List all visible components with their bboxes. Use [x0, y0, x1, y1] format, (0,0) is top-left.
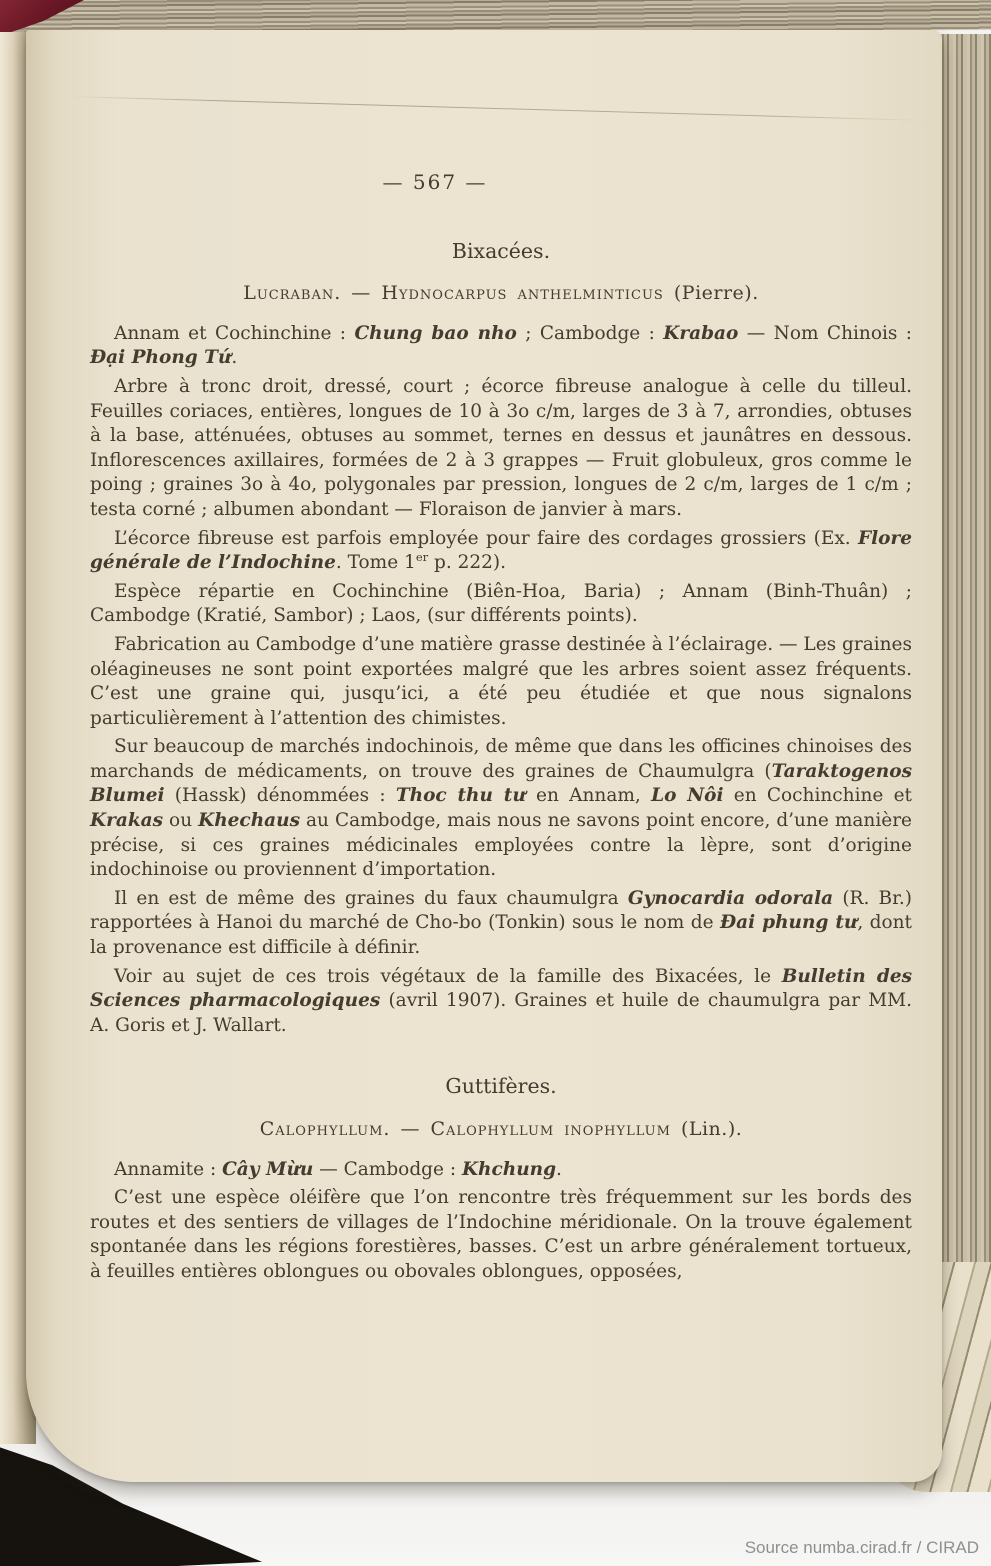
crease-line: [68, 96, 924, 121]
paragraph-calophyllum-description: C’est une espèce oléifère que l’on rencontre très fréquemment sur les bords des routes et des sentiers de villages de l’Indochine méridionale. On la trouve également spontanée dans les régions forestières, basses. C’est un arbre généralement tortueux, à feuilles entières oblongues ou obovales oblongues, opposées,: [90, 1187, 912, 1282]
book-right-page-edges: [939, 34, 991, 1434]
paragraph-vernacular-names: Annam et Cochinchine : Chung bao nho ; Cambodge : Krabao — Nom Chinois : Đại Phong Tứ.: [90, 322, 912, 369]
paragraph-marches-indochinois: Sur beaucoup de marchés indochinois, de même que dans les officines chinoises des marchands de médicaments, on trouve des graines de Chaumulgra (Taraktogenos Blumei (Hassk) dénommées : Thoc thu tư en Annam, Lo Nôi en Cochinchine et Krakas ou Khechaus au Cambodge, mais nous ne savons point encore, d’une manière précise, si ces graines médicinales employées contre la lèpre, sont d’origine indochinoise ou proviennent d’importation.: [90, 736, 912, 881]
species-heading-lucraban: Lucraban. — Hydnocarpus anthelminticus (Pierre).: [243, 282, 759, 305]
paragraph-repartition: Espèce répartie en Cochinchine (Biên-Hoa, Baria) ; Annam (Binh-Thuân) ; Cambodge (Kratié, Sambor) ; Laos, (sur différents points).: [90, 580, 912, 627]
species-heading-calophyllum: Calophyllum. — Calophyllum inophyllum (Lin.).: [259, 1118, 743, 1140]
paragraph-usage-ecorce: L’écorce fibreuse est parfois employée pour faire des cordages grossiers (Ex. Flore générale de l’Indochine. Tome 1er p. 222).: [90, 527, 912, 574]
watermark-caption: Source numba.cirad.fr / CIRAD: [744, 1538, 979, 1557]
paragraph-reference: Voir au sujet de ces trois végétaux de la famille des Bixacées, le Bulletin des Sciences pharmacologiques (avril 1907). Graines et huile de chaumulgra par MM. A. Goris et J. Wallart.: [90, 965, 913, 1036]
paragraph-faux-chaumulgra: Il en est de même des graines du faux chaumulgra Gynocardia odorala (R. Br.) rapportées à Hanoi du marché de Cho-bo (Tonkin) sous le nom de Đai phung tư, dont la provenance est difficile à définir.: [90, 887, 913, 959]
page-number: — 567 —: [382, 170, 488, 194]
paragraph-calophyllum-names: Annamite : Cây Mừu — Cambodge : Khchung.: [114, 1158, 562, 1180]
text-column: [90, 170, 912, 1289]
family-heading-bixacees: Bixacées.: [451, 238, 551, 263]
paragraph-fabrication: Fabrication au Cambodge d’une matière grasse destinée à l’éclairage. — Les graines oléagineuses ne sont point exportées malgré que les arbres soient assez fréquents. C’est une graine qui, jusqu’ici, a été peu étudiée et que nous signalons particulièrement à l’attention des chimistes.: [90, 633, 913, 729]
family-heading-guttiferes: Guttifères.: [445, 1074, 557, 1099]
paragraph-description: Arbre à tronc droit, dressé, court ; écorce fibreuse analogue à celle du tilleul. Feuilles coriaces, entières, longues de 10 à 3o c/m, larges de 3 à 7, arrondies, obtuses à la base, atténuées, obtuses au sommet, ternes en dessus et jaunâtres en dessous. Inflorescences axillaires, formées de 2 à 3 grappes — Fruit globuleux, gros comme le poing ; graines 3o à 4o, polygonales par pression, longues de 2 c/m, larges de 1 c/m ; testa corné ; albumen abondant — Floraison de janvier à mars.: [90, 375, 912, 520]
book-page: [26, 30, 942, 1482]
